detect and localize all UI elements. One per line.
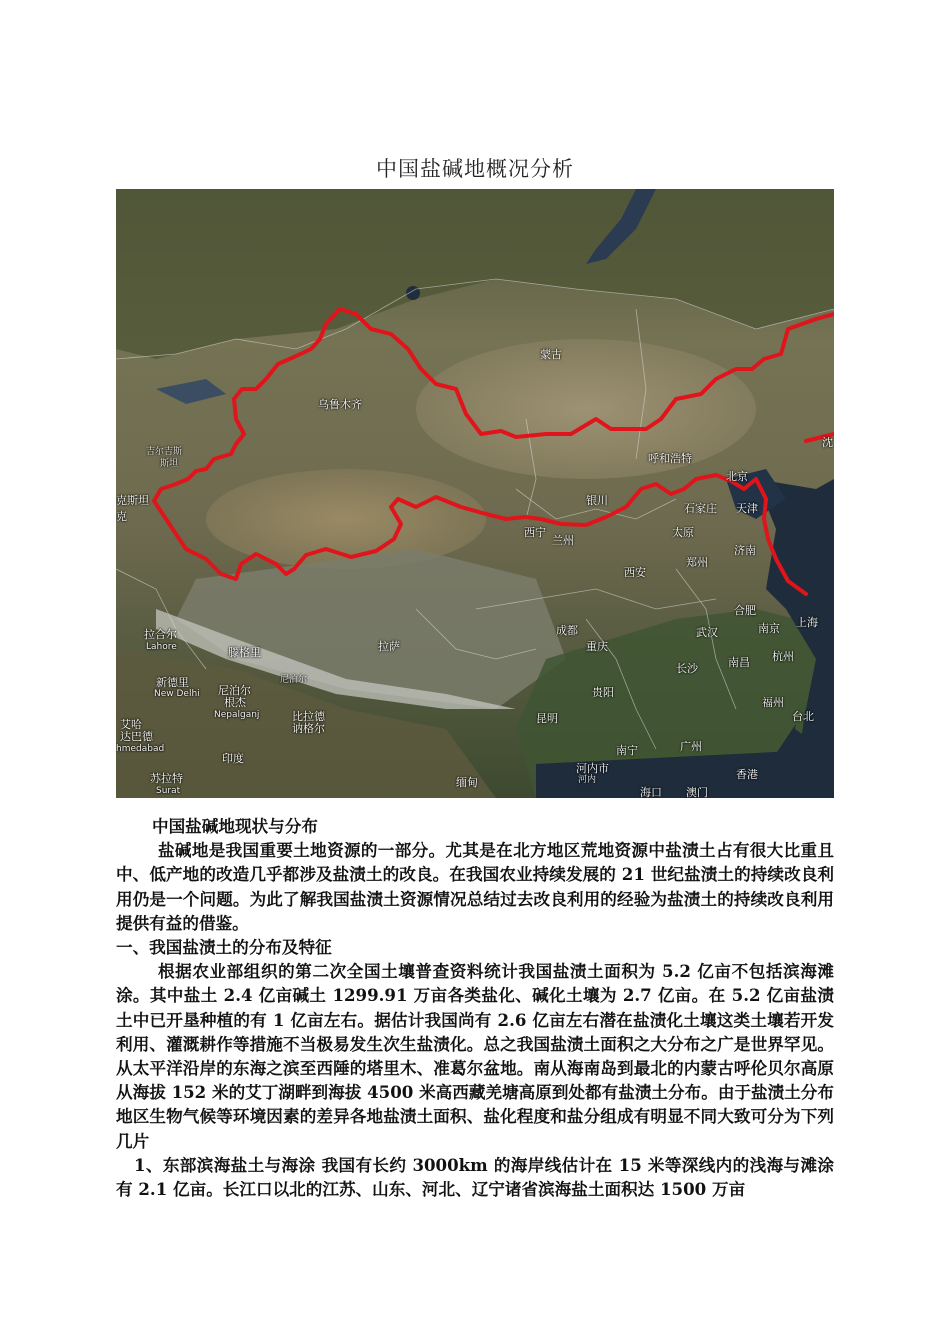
map-label-hanoi2: 河内: [578, 775, 597, 785]
map-label-nepalganj2: 根杰: [224, 696, 246, 709]
map-label-beijing: 北京: [726, 470, 748, 483]
map-label-bihalai2: 讷格尔: [292, 722, 325, 735]
map-label-chengdu: 成都: [556, 624, 578, 637]
map-label-jinan: 济南: [734, 544, 756, 557]
map-label-taibei: 台北: [792, 710, 814, 723]
map-label-kunming: 昆明: [536, 712, 558, 725]
map-label-nepalganj-en: Nepalganj: [214, 710, 260, 720]
map-label-newdelhi: 新德里: [156, 676, 189, 689]
map-label-nanchang: 南昌: [728, 656, 750, 669]
map-label-surat: 苏拉特: [150, 772, 183, 785]
map-label-xian: 西安: [624, 566, 646, 579]
map-label-india: 印度: [222, 752, 244, 765]
map-label-myanmar: 缅甸: [456, 776, 478, 789]
map-label-yinchuan: 银川: [586, 494, 608, 507]
map-label-hongkong: 香港: [736, 768, 758, 781]
map-label-fuzhou: 福州: [762, 696, 784, 709]
map-label-lahore-en: Lahore: [146, 642, 177, 652]
document-body: [116, 814, 834, 1201]
paragraph-coastal: 1、东部滨海盐土与海涂 我国有长约 3000km 的海岸线估计在 15 米等深线内的浅海与滩涂有 2.1 亿亩。长江口以北的江苏、山东、河北、辽宁诸省滨海盐土面积达 1500 万亩: [116, 1154, 834, 1200]
map-label-lahore: 拉合尔: [144, 628, 177, 641]
map-label-shanghai: 上海: [796, 616, 818, 629]
map-label-ahmedabad-en: hmedabad: [116, 744, 165, 754]
map-label-changsha: 长沙: [676, 662, 698, 675]
paragraph-intro: 盐碱地是我国重要土地资源的一部分。尤其是在北方地区荒地资源中盐渍土占有很大比重且中、低产地的改造几乎都涉及盐渍土的改良。在我国农业持续发展的 21 世纪盐渍土的持续改良利用仍是一个问题。为此了解我国盐渍土资源情况总结过去改良利用的经验为盐渍土的持续改良利用提供有益的借鉴。: [116, 840, 834, 933]
map-label-hohhot: 呼和浩特: [648, 452, 692, 465]
map-label-tajik-edge: 克: [116, 510, 127, 523]
map-label-haikou: 海口: [640, 786, 662, 798]
map-label-kyrgyzstan: 吉尔吉斯: [146, 447, 183, 457]
map-label-kazakh-edge: 克斯坦: [116, 494, 149, 507]
map-label-nanjing: 南京: [758, 622, 780, 635]
map-label-wuhan: 武汉: [696, 626, 718, 639]
map-label-ahmedabad: 艾哈: [120, 718, 142, 731]
satellite-map: [116, 189, 834, 798]
heading-1: 一、我国盐渍土的分布及特征: [116, 937, 332, 958]
map-label-bihalai: 比拉德: [292, 710, 325, 723]
map-label-taiyuan: 太原: [672, 526, 694, 539]
map-label-chongqing: 重庆: [586, 640, 608, 653]
map-label-newdelhi-en: New Delhi: [154, 689, 200, 699]
map-label-nepal: 尼泊尔: [280, 675, 308, 685]
map-label-guiyang: 贵阳: [592, 686, 614, 699]
map-label-ahmedabad2: 达巴德: [120, 730, 153, 743]
map-label-macau: 澳门: [686, 786, 708, 798]
map-label-lanzhou: 兰州: [552, 534, 574, 547]
map-label-shenyang: 沈: [822, 436, 833, 449]
map-label-xining: 西宁: [524, 526, 546, 539]
map-label-mongolia: 蒙古: [540, 348, 562, 361]
map-label-tianjin: 天津: [736, 502, 758, 515]
section-heading: 中国盐碱地现状与分布: [152, 816, 318, 836]
map-label-guangzhou: 广州: [680, 740, 702, 753]
map-label-shijiazhuang: 石家庄: [684, 502, 717, 515]
page-title: 中国盐碱地概况分析: [376, 157, 574, 181]
map-label-hanoi: 河内市: [576, 762, 609, 775]
map-label-hangzhou: 杭州: [772, 650, 794, 663]
map-label-lhasa: 拉萨: [378, 640, 400, 653]
map-label-kyrgyzstan2: 斯坦: [160, 459, 179, 469]
map-label-nepalganj: 尼泊尔: [218, 684, 251, 697]
map-label-tengmi: 滕格里: [228, 646, 261, 659]
map-label-urumqi: 乌鲁木齐: [318, 398, 362, 411]
paragraph-distribution: 根据农业部组织的第二次全国土壤普查资料统计我国盐渍土面积为 5.2 亿亩不包括滨海滩涂。其中盐土 2.4 亿亩碱土 1299.91 万亩各类盐化、碱化土壤为 2.7 亿亩。在 5.2 亿亩盐渍土中已开垦种植的有 1 亿亩左右。据估计我国尚有 2.6 亿亩左右潜在盐渍化土壤这类土壤若开发利用、灌溉耕作等措施不当极易发生次生盐渍化。总之我国盐渍土面积之大分布之广是世界罕见。从太平洋沿岸的东海之滨至西陲的塔里木、准葛尔盆地。南从海南岛到最北的内蒙古呼伦贝尔高原从海拔 152 米的艾丁湖畔到海拔 4500 米高西藏羌塘高原到处都有盐渍土分布。由于盐渍土分布地区生物气候等环境因素的差异各地盐渍土面积、盐化程度和盐分组成有明显不同大致可分为下列几片: [116, 961, 834, 1151]
map-label-nanning: 南宁: [616, 744, 638, 757]
map-label-hefei: 合肥: [734, 604, 756, 617]
map-label-surat-en: Surat: [156, 786, 181, 796]
map-label-zhengzhou: 郑州: [686, 556, 708, 569]
